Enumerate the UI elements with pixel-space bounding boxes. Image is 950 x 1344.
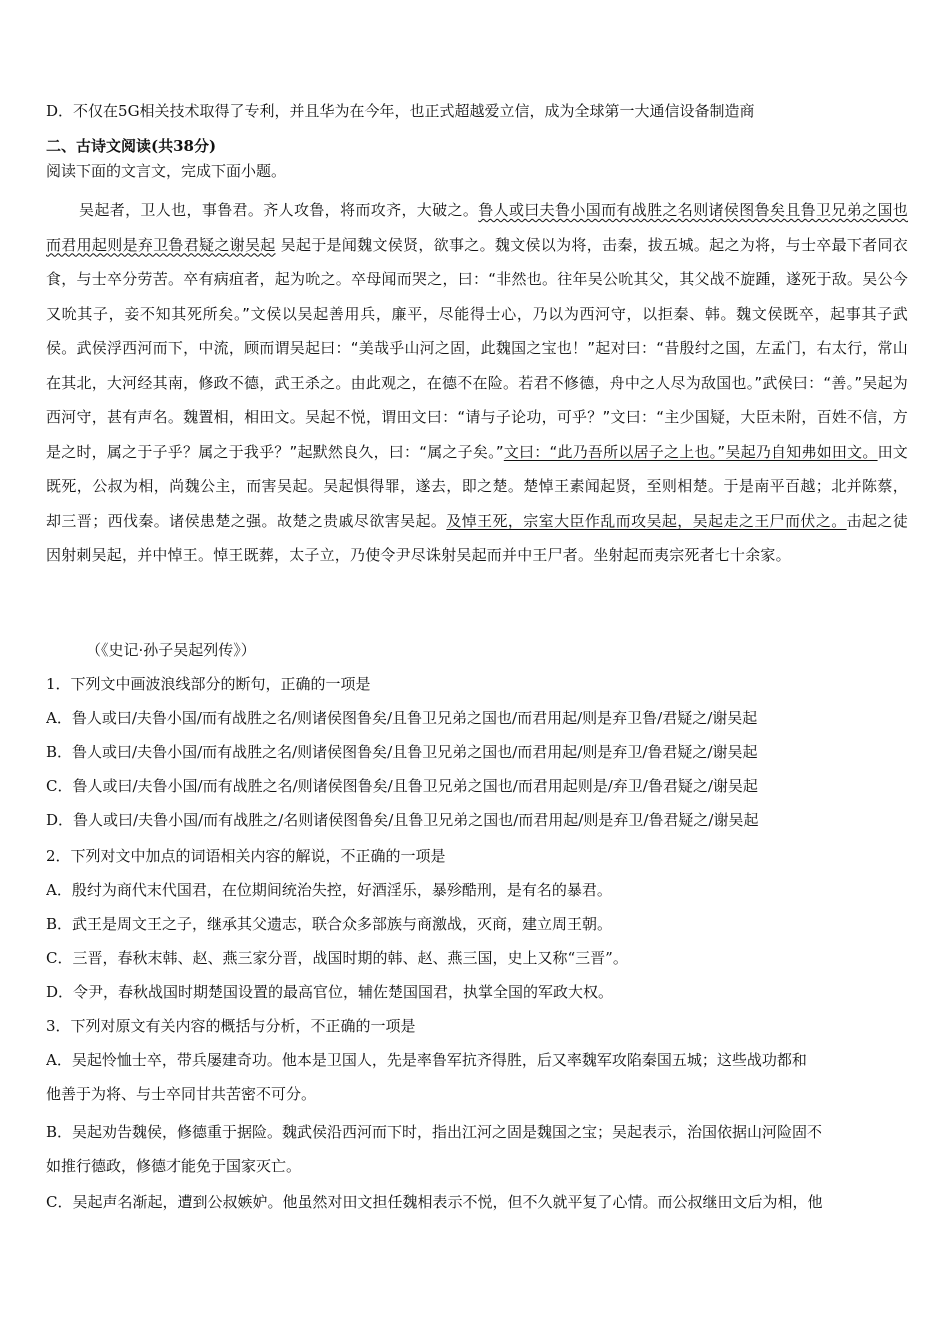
question-1-option-d: D．鲁人或曰/夫鲁小国/而有战胜之/名则诸侯图鲁矣/且鲁卫兄弟之国也/而君用起/则是弃卫/鲁君疑之/谢吴起 <box>46 811 759 829</box>
question-2-option-a: A．殷纣为商代末代国君，在位期间统治失控，好酒淫乐，暴殄酷刑，是有名的暴君。 <box>46 881 612 899</box>
passage-source: （《史记·孙子吴起列传》） <box>86 641 256 659</box>
reading-instruction: 阅读下面的文言文，完成下面小题。 <box>46 162 287 180</box>
passage-text-3: 田文既死，公叔为相，尚魏公主，而害吴起。吴起惧得罪，遂去，即之楚。楚悼王素闻起贤，至则相楚。于是南平百越；北并陈蔡，却三晋；西伐秦。诸侯患楚之强。故楚之贵戚尽欲害吴起。 <box>46 442 908 530</box>
question-2-option-b: B．武王是周文王之子，继承其父遗志，联合众多部族与商激战，灭商，建立周王朝。 <box>46 915 613 933</box>
question-3-option-a-line-2: 他善于为将、与士卒同甘共苦密不可分。 <box>46 1085 317 1103</box>
question-1-stem: 1．下列文中画波浪线部分的断句，正确的一项是 <box>46 675 371 693</box>
question-3-option-c-line-1: C．吴起声名渐起，遭到公叔嫉妒。他虽然对田文担任魏相表示不悦，但不久就平复了心情。而公叔继田文后为相，他 <box>46 1193 823 1211</box>
underlined-sentence-2: 及悼王死，宗室大臣作乱而攻吴起，吴起走之王尸而伏之。 <box>446 511 847 530</box>
question-3-stem: 3．下列对原文有关内容的概括与分析，不正确的一项是 <box>46 1017 416 1035</box>
passage-text-1: 吴起者，卫人也，事鲁君。齐人攻鲁，将而攻齐，大破之。 <box>79 201 479 219</box>
question-2-stem: 2．下列对文中加点的词语相关内容的解说，不正确的一项是 <box>46 847 446 865</box>
section-title: 二、古诗文阅读(共38分) <box>46 137 217 155</box>
question-3-option-b-line-1: B．吴起劝告魏侯，修德重于据险。魏武侯沿西河而下时，指出江河之固是魏国之宝；吴起表示，治国依据山河险固不 <box>46 1123 823 1141</box>
question-2-option-d: D．令尹，春秋战国时期楚国设置的最高官位，辅佐楚国国君，执掌全国的军政大权。 <box>46 983 614 1001</box>
classical-chinese-passage <box>46 193 908 573</box>
passage-text-2: 吴起于是闻魏文侯贤，欲事之。魏文侯以为将，击秦，拔五城。起之为将，与士卒最下者同衣食，与士卒分劳苦。卒有病疽者，起为吮之。卒母闻而哭之，曰：“非然也。往年吴公吮其父，其父战不旋踵，遂死于敌。吴公今又吮其子，妾不知其死所矣。”文侯以吴起善用兵，廉平，尽能得士心，乃以为西河守，以拒秦、韩。魏文侯既卒，起事其子武侯。武侯浮西河而下，中流，顾而谓吴起曰：“美哉乎山河之固，此魏国之宝也！”起对曰：“昔殷纣之国，左孟门，右太行，常山在其北，大河经其南，修政不德，武王杀之。由此观之，在德不在险。若君不修德，舟中之人尽为敌国也。”武侯曰：“善。”吴起为西河守，甚有声名。魏置相，相田文。吴起不悦，谓田文曰：“请与子论功，可乎？”文曰：“主少国疑，大臣未附，百姓不信，方是之时，属之于子乎？属之于我乎？”起默然良久，曰：“属之子矣。” <box>46 235 908 461</box>
question-3-option-a-line-1: A．吴起怜恤士卒，带兵屡建奇功。他本是卫国人，先是率鲁军抗齐得胜，后又率魏军攻陷秦国五城；这些战功都和 <box>46 1051 807 1069</box>
passage-text-4: 击起之徒因射刺吴起，并中悼王。悼王既葬，太子立，乃使令尹尽诛射吴起而并中王尸者。坐射起而夷宗死者七十余家。 <box>46 511 909 564</box>
question-1-option-a: A．鲁人或曰/夫鲁小国/而有战胜之名/则诸侯图鲁矣/且鲁卫兄弟之国也/而君用起/则是弃卫鲁/君疑之/谢吴起 <box>46 709 758 727</box>
previous-question-option-d: D．不仅在5G相关技术取得了专利，并且华为在今年，也正式超越爱立信，成为全球第一大通信设备制造商 <box>46 102 755 120</box>
question-1-option-b: B．鲁人或曰/夫鲁小国/而有战胜之名/则诸侯图鲁矣/且鲁卫兄弟之国也/而君用起/则是弃卫/鲁君疑之/谢吴起 <box>46 743 758 761</box>
question-2-option-c: C．三晋，春秋末韩、赵、燕三家分晋，战国时期的韩、赵、燕三国，史上又称“三晋”。 <box>46 949 628 967</box>
question-3-option-b-line-2: 如推行德政，修德才能免于国家灭亡。 <box>46 1157 302 1175</box>
underlined-sentence-1: 文曰：“此乃吾所以居子之上也。”吴起乃自知弗如田文。 <box>503 442 878 461</box>
question-1-option-c: C．鲁人或曰/夫鲁小国/而有战胜之名/则诸侯图鲁矣/且鲁卫兄弟之国也/而君用起则是/弃卫/鲁君疑之/谢吴起 <box>46 777 758 795</box>
wavy-underlined-sentence: 鲁人或曰夫鲁小国而有战胜之名则诸侯图鲁矣且鲁卫兄弟之国也而君用起则是弃卫鲁君疑之谢吴起 <box>46 201 909 254</box>
